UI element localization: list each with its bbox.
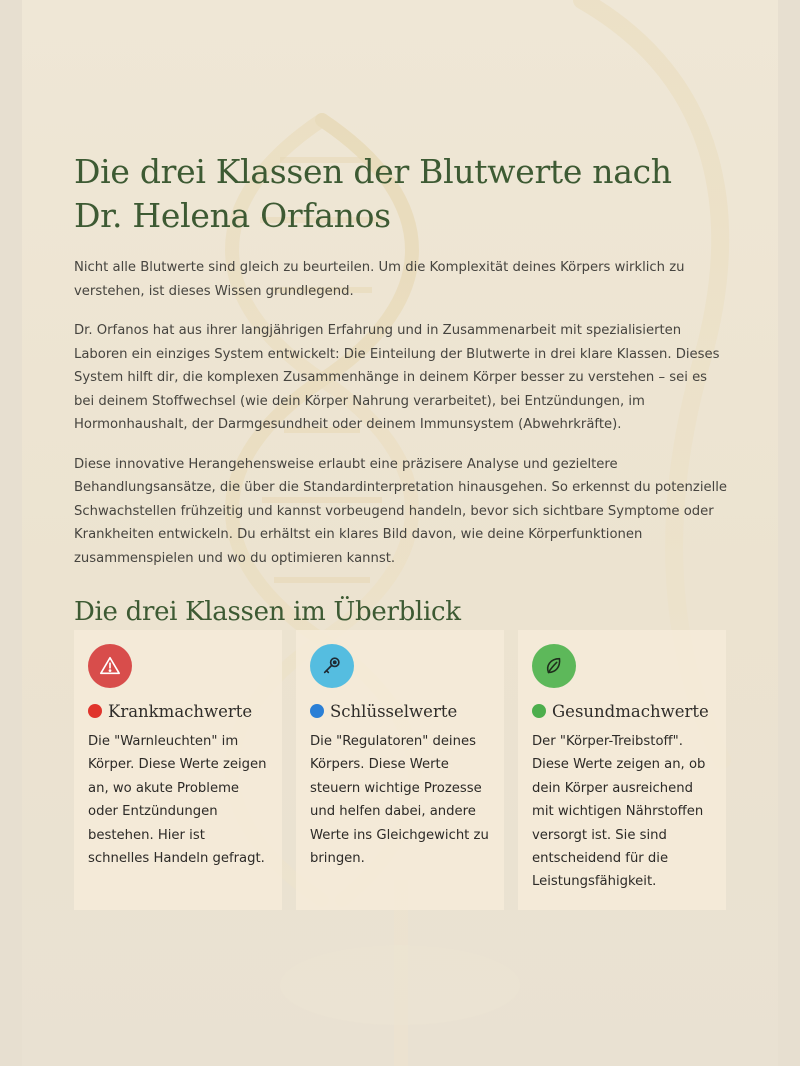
article [74,150,730,890]
intro-paragraph-1: Nicht alle Blutwerte sind gleich zu beurteilen. Um die Komplexität deines Körpers wirklich zu verstehen, ist dieses Wissen grundlegend. [74,260,685,299]
page-title: Die drei Klassen der Blutwerte nach Dr. Helena Orfanos [74,152,672,235]
leaf-icon [543,655,565,677]
card-text: Die "Regulatoren" deines Körpers. Diese Werte steuern wichtige Prozesse und helfen dabei, andere Werte ins Gleichgewicht zu bringen. [310,734,489,867]
card-krankmachwerte [74,630,282,910]
card-icon-circle [88,644,132,688]
card-schluesselwerte [296,630,504,910]
card-icon-circle [532,644,576,688]
card-title: Krankmachwerte [88,700,268,724]
card-gesundmachwerte [518,630,726,910]
card-title: Gesundmachwerte [532,700,712,724]
class-cards [74,630,730,910]
green-circle-icon [532,704,546,718]
intro-paragraph-2: Dr. Orfanos hat aus ihrer langjährigen Erfahrung und in Zusammenarbeit mit spezialisierten Laboren ein einziges System entwickelt: Die Einteilung der Blutwerte in drei klare Klassen. Dieses System hilft dir, die komplexen Zusammenhänge in deinem Körper besser zu verstehen – sei es bei deinem Stoffwechsel (wie dein Körper Nahrung verarbeitet), bei Entzündungen, im Hormonhaushalt, der Darmgesundheit oder deinem Immunsystem (Abwehrkräfte). [74,323,720,432]
page [22,0,778,1066]
section-title: Die drei Klassen im Überblick [74,597,461,627]
card-text: Der "Körper-Treibstoff". Diese Werte zeigen an, ob dein Körper ausreichend mit wichtigen Nährstoffen versorgt ist. Sie sind entscheidend für die Leistungsfähigkeit. [532,734,706,890]
intro-paragraph-3: Diese innovative Herangehensweise erlaubt eine präzisere Analyse und gezieltere Behandlungsansätze, die über die Standardinterpretation hinausgehen. So erkennst du potenzielle Schwachstellen frühzeitig und kannst vorbeugend handeln, bevor sich sichtbare Symptome oder Krankheiten entwickeln. Du erhältst ein klares Bild davon, wie deine Körperfunktionen zusammenspielen und wo du optimieren kannst. [74,456,728,566]
card-icon-circle [310,644,354,688]
card-text: Die "Warnleuchten" im Körper. Diese Werte zeigen an, wo akute Probleme oder Entzündungen bestehen. Hier ist schnelles Handeln gefragt. [88,734,267,867]
blue-circle-icon [310,704,324,718]
key-icon [321,655,343,677]
warning-triangle-icon [99,655,121,677]
card-title: Schlüsselwerte [310,700,490,724]
red-circle-icon [88,704,102,718]
